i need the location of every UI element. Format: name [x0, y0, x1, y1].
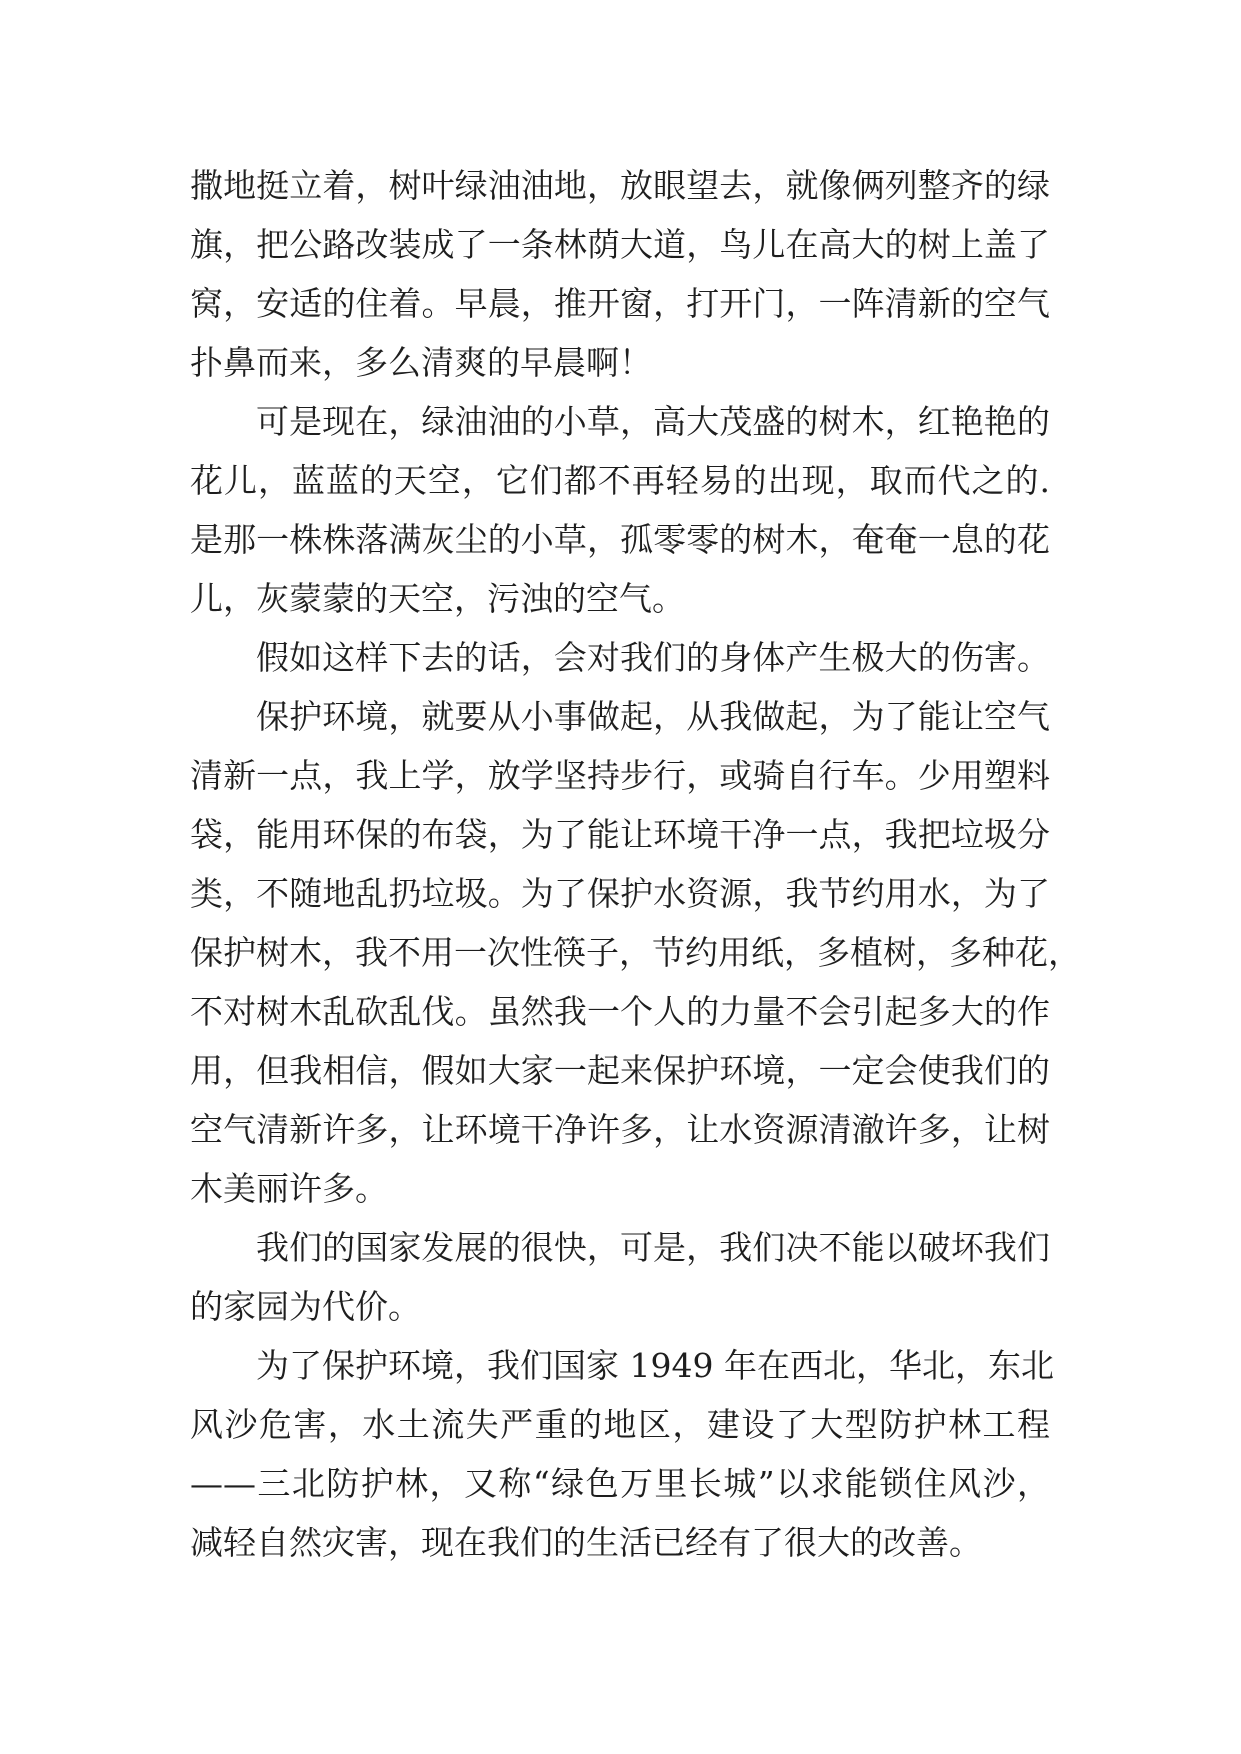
text-line: 风沙危害，水土流失严重的地区，建设了大型防护林工程: [190, 1405, 1050, 1444]
text-line: 是那一株株落满灰尘的小草，孤零零的树木，奄奄一息的花: [190, 520, 1050, 559]
text-line: 不对树木乱砍乱伐。虽然我一个人的力量不会引起多大的作: [190, 992, 1050, 1031]
paragraph-first-line: 为了保护环境，我们国家 1949 年在西北，华北，东北: [256, 1346, 1054, 1385]
text-line: 木美丽许多。: [190, 1169, 388, 1208]
text-line: 类，不随地乱扔垃圾。为了保护水资源，我节约用水，为了: [190, 874, 1050, 913]
text-line: 清新一点，我上学，放学坚持步行，或骑自行车。少用塑料: [190, 756, 1050, 795]
text-line: 袋，能用环保的布袋，为了能让环境干净一点，我把垃圾分: [190, 815, 1050, 854]
text-line: 减轻自然灾害，现在我们的生活已经有了很大的改善。: [190, 1523, 982, 1562]
paragraph-first-line: 我们的国家发展的很快，可是，我们决不能以破坏我们: [256, 1228, 1050, 1267]
text-line: 撒地挺立着，树叶绿油油地，放眼望去，就像俩列整齐的绿: [190, 166, 1050, 205]
paragraph-first-line: 假如这样下去的话，会对我们的身体产生极大的伤害。: [256, 638, 1050, 677]
body-text: [190, 156, 1081, 1572]
text-line: 空气清新许多，让环境干净许多，让水资源清澈许多，让树: [190, 1110, 1050, 1149]
text-line: 儿，灰蒙蒙的天空，污浊的空气。: [190, 579, 685, 618]
text-line: 花儿，蓝蓝的天空，它们都不再轻易的出现，取而代之的.: [190, 461, 1050, 500]
text-line: 窝，安适的住着。早晨，推开窗，打开门，一阵清新的空气: [190, 284, 1050, 323]
text-line: 扑鼻而来，多么清爽的早晨啊！: [190, 343, 652, 382]
text-line: 的家园为代价。: [190, 1287, 421, 1326]
text-line: 旗，把公路改装成了一条林荫大道，鸟儿在高大的树上盖了: [190, 225, 1050, 264]
text-line: ——三北防护林，又称“绿色万里长城”以求能锁住风沙，: [190, 1464, 1050, 1503]
paragraph-first-line: 保护环境，就要从小事做起，从我做起，为了能让空气: [256, 697, 1050, 736]
text-line: 用，但我相信，假如大家一起来保护环境，一定会使我们的: [190, 1051, 1050, 1090]
text-line: 保护树木，我不用一次性筷子，节约用纸，多植树，多种花，: [190, 933, 1081, 972]
paragraph-first-line: 可是现在，绿油油的小草，高大茂盛的树木，红艳艳的: [256, 402, 1050, 441]
